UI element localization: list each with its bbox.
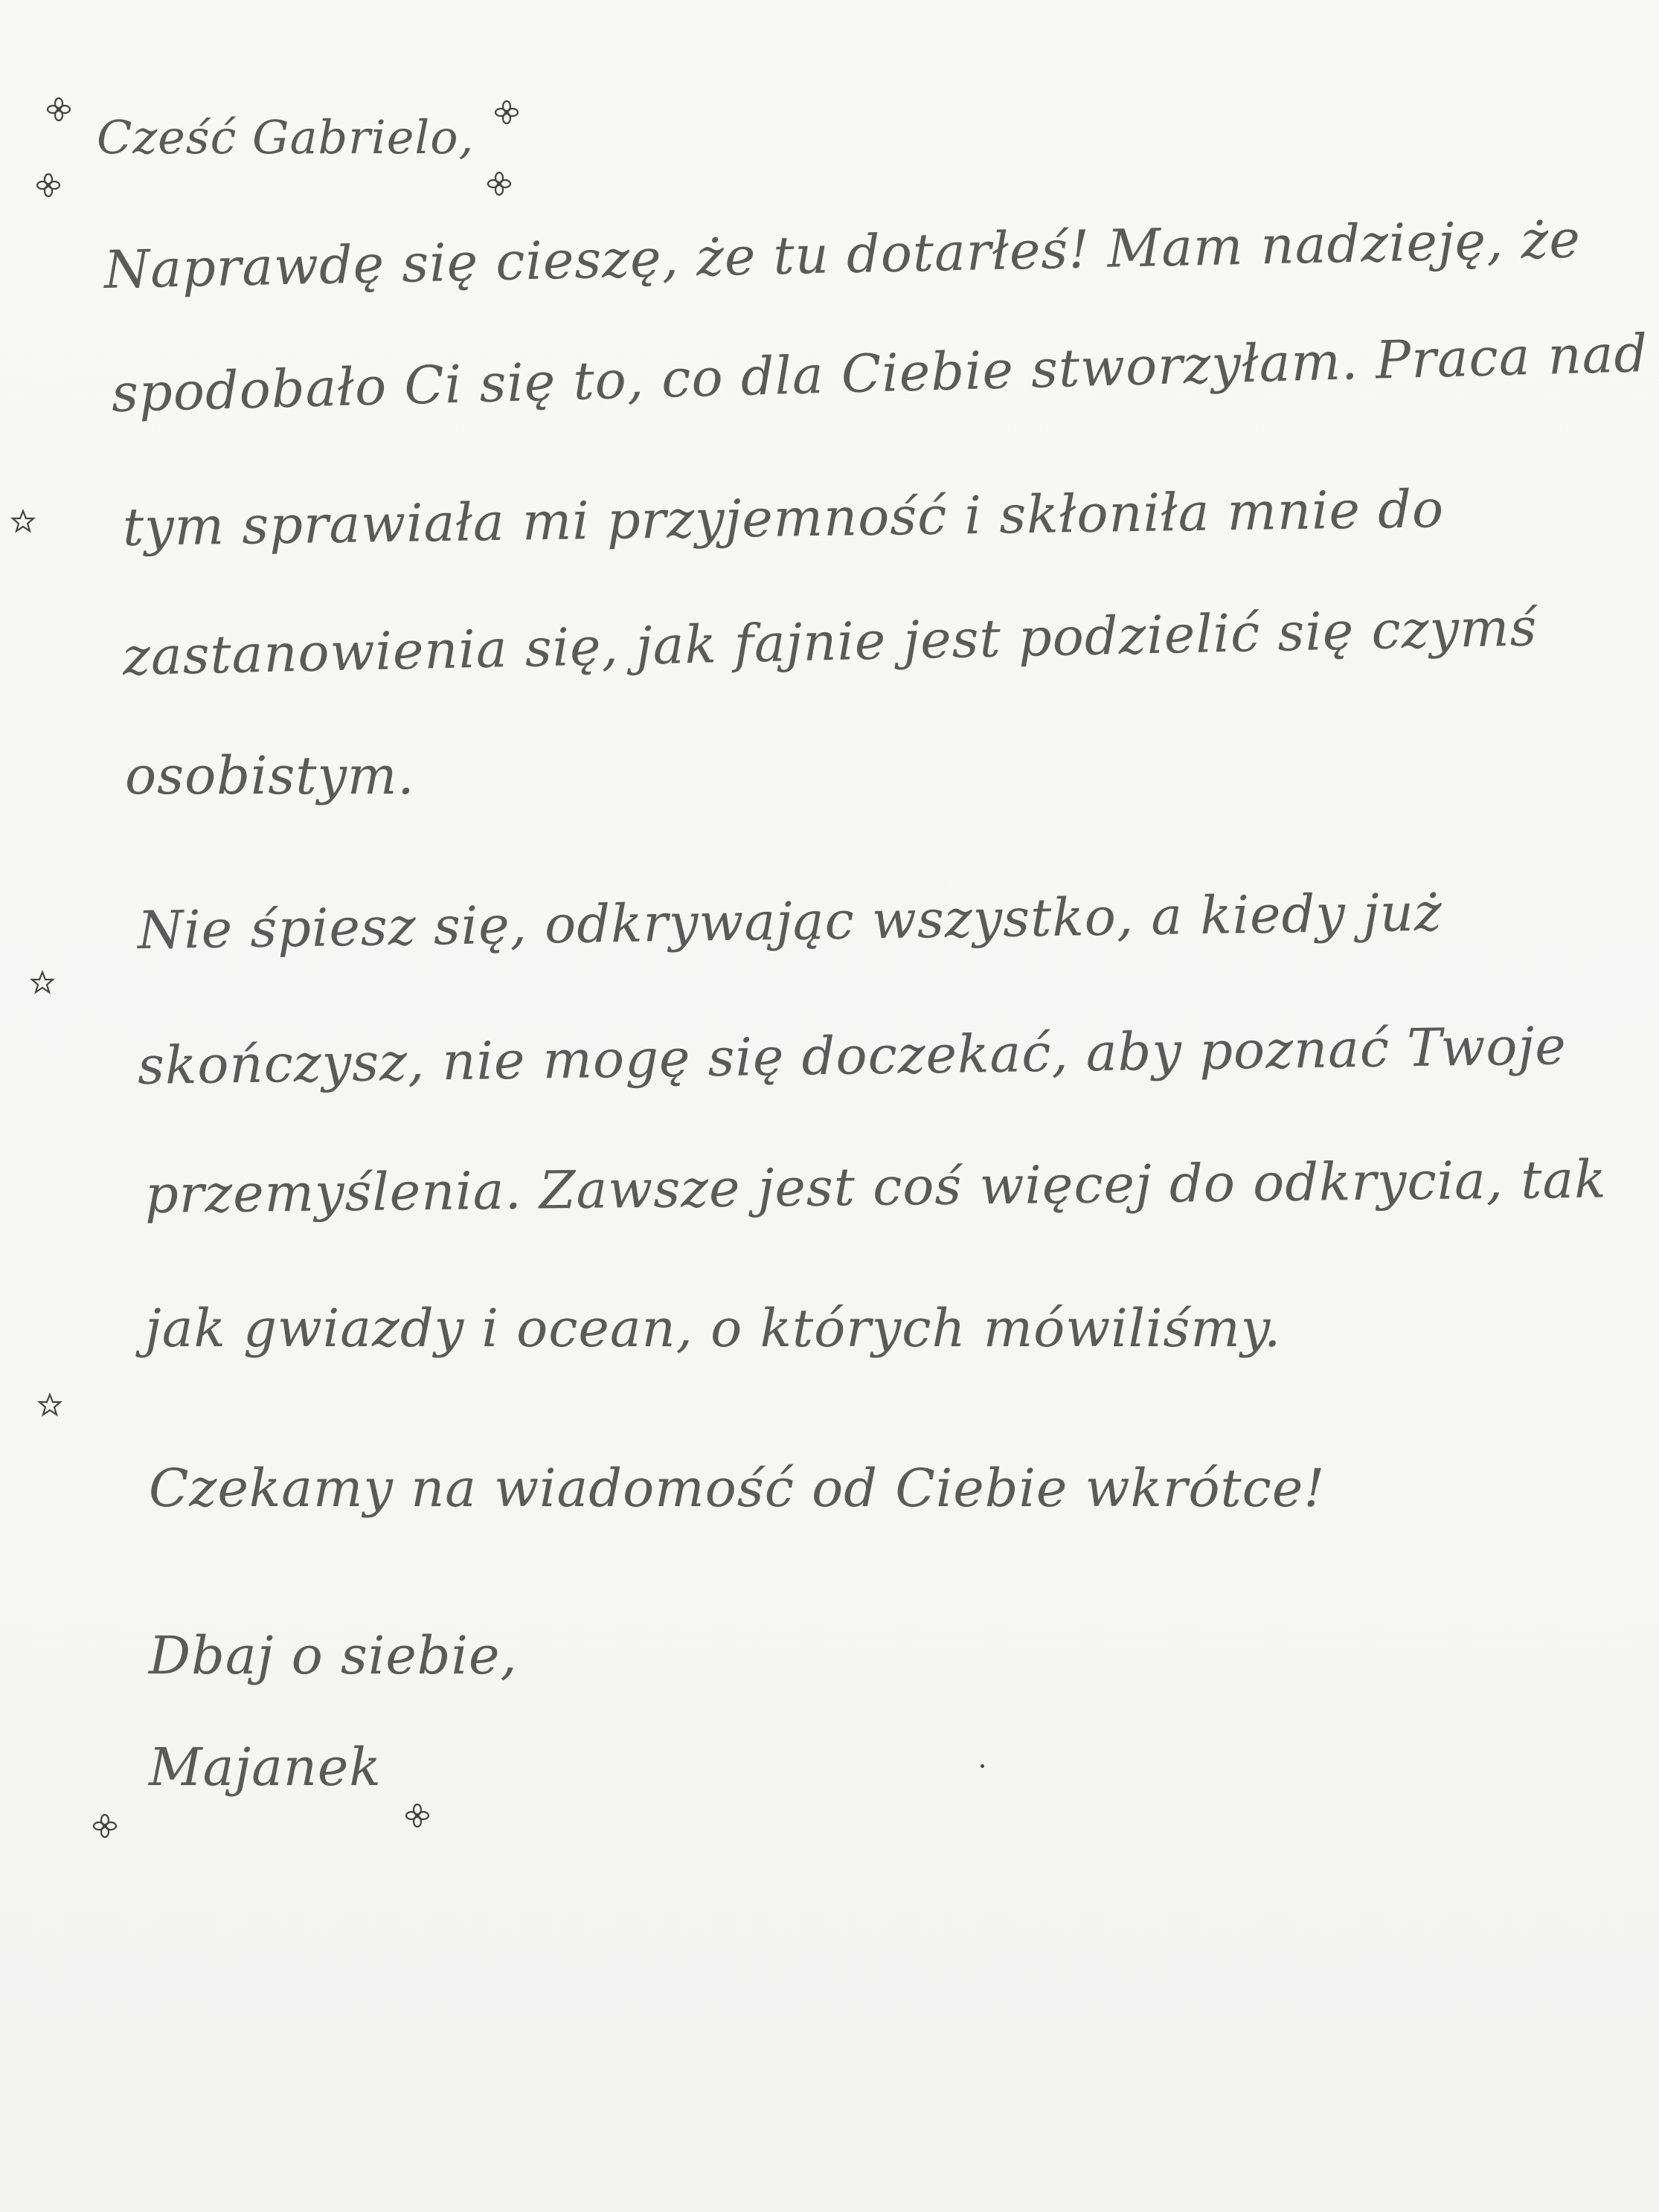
flower-icon xyxy=(36,173,61,198)
letter-line: Naprawdę się cieszę, że tu dotarłeś! Mam nadzieję, że xyxy=(103,208,1582,300)
letter-closing-line: Czekamy na wiadomość od Ciebie wkrótce! xyxy=(149,1458,1326,1519)
flower-icon xyxy=(405,1803,430,1828)
letter-line: osobistym. xyxy=(125,745,415,806)
letter-line: spodobało Ci się to, co dla Ciebie stworzyłam. Praca nad xyxy=(110,322,1649,424)
pencil-dot xyxy=(981,1764,984,1768)
letter-signoff: Dbaj o siebie, xyxy=(149,1625,518,1686)
letter-line: tym sprawiała mi przyjemność i skłoniła mnie do xyxy=(122,478,1445,558)
flower-icon xyxy=(92,1813,118,1839)
flower-icon xyxy=(487,171,512,196)
letter-line: jak gwiazdy i ocean, o których mówiliśmy. xyxy=(145,1298,1282,1359)
star-icon xyxy=(10,509,36,534)
star-icon xyxy=(37,1392,62,1418)
letter-signature: Majanek xyxy=(149,1737,382,1798)
letter-greeting: Cześć Gabrielo, xyxy=(97,110,475,164)
letter-line: zastanowienia się, jak fajnie jest podzielić się czymś xyxy=(122,597,1538,687)
letter-line: skończysz, nie mogę się doczekać, aby poznać Twoje xyxy=(137,1015,1567,1096)
star-icon xyxy=(30,970,55,995)
flower-icon xyxy=(46,97,71,122)
letter-line: Nie śpiesz się, odkrywając wszystko, a kiedy już xyxy=(137,881,1443,961)
letter-line: przemyślenia. Zawsze jest coś więcej do odkrycia, tak xyxy=(144,1148,1607,1225)
flower-icon xyxy=(494,100,519,125)
